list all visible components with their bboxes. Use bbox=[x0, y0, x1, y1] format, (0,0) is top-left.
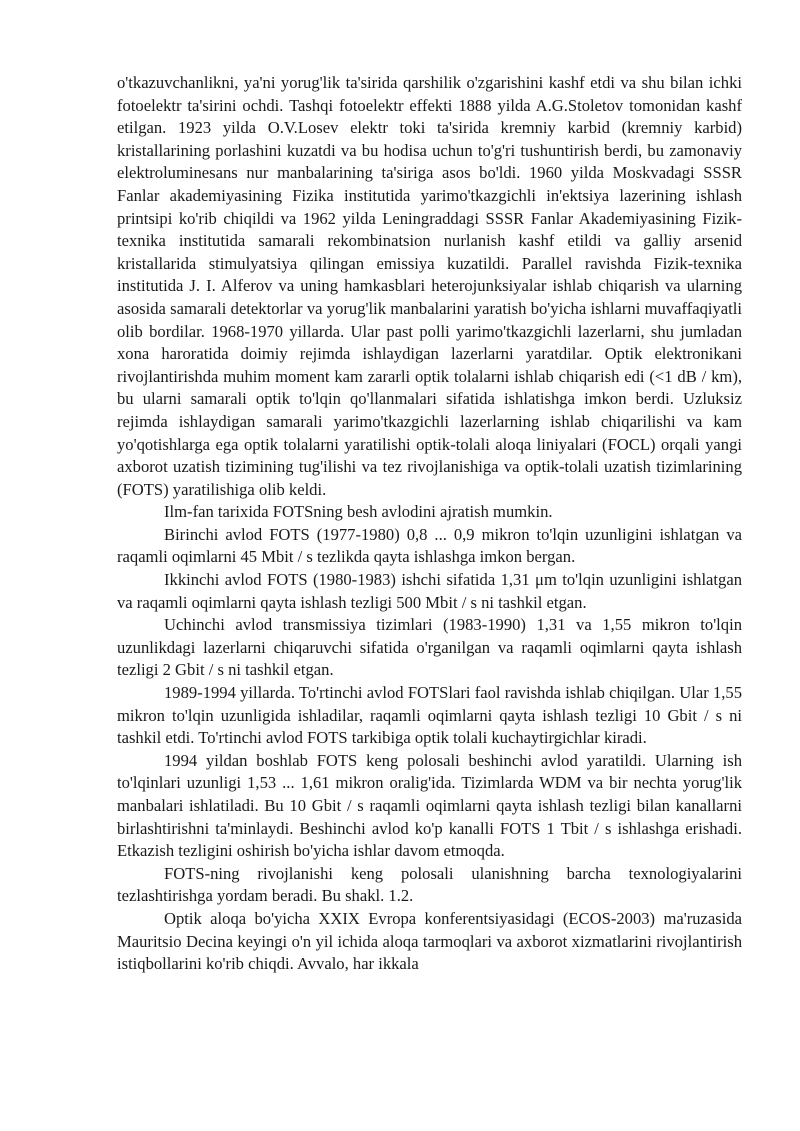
paragraph-fifth-generation: 1994 yildan boshlab FOTS keng polosali beshinchi avlod yaratildi. Ularning ish to'lqinlari uzunligi 1,53 ... 1,61 mikron oralig'ida. Tizimlarda WDM va bir nechta yorug'lik manbalari ishlatiladi. Bu 10 Gbit / s raqamli oqimlarni qayta ishlash tezligi bilan kanallarni birlashtirishni ta'minlaydi. Beshinchi avlod ko'p kanalli FOTS 1 Tbit / s ishlashga erishadi. Etkazish tezligini oshirish bo'yicha ishlar davom etmoqda. bbox=[117, 750, 742, 861]
paragraph-fots-development: FOTS-ning rivojlanishi keng polosali ulanishning barcha texnologiyalarini tezlashtirishga yordam beradi. Bu shakl. 1.2. bbox=[117, 863, 742, 906]
document-page bbox=[117, 72, 742, 976]
paragraph-fourth-generation: 1989-1994 yillarda. To'rtinchi avlod FOTSlari faol ravishda ishlab chiqilgan. Ular 1,55 mikron to'lqin uzunligida ishladilar, raqamli oqimlarni qayta ishlash tezligi 10 Gbit / s ni tashkil etdi. To'rtinchi avlod FOTS tarkibiga optik tolali kuchaytirgichlar kiradi. bbox=[117, 683, 742, 748]
paragraph-second-generation: Ikkinchi avlod FOTS (1980-1983) ishchi sifatida 1,31 μm to'lqin uzunligini ishlatgan va raqamli oqimlarni qayta ishlash tezligi 500 Mbit / s ni tashkil etgan. bbox=[117, 570, 742, 612]
paragraph-first-generation: Birinchi avlod FOTS (1977-1980) 0,8 ... 0,9 mikron to'lqin uzunligini ishlatgan va raqamli oqimlarni 45 Mbit / s tezlikda qayta ishlashga imkon bergan. bbox=[117, 524, 742, 567]
paragraph-history-intro: o'tkazuvchanlikni, ya'ni yorug'lik ta'sirida qarshilik o'zgarishini kashf etdi va shu bilan ichki fotoelektr ta'sirini ochdi. Tashqi fotoelektr effekti 1888 yilda A.G.Stoletov tomonidan kashf etilgan. 1923 yilda O.V.Losev elektr toki ta'sirida kremniy karbid (kremniy karbid) kristallarining porlashini kuzatdi va bu hodisa uchun to'g'ri tushuntirish berdi, bu zamonaviy elektroluminesans nur manbalarining ta'siriga asos bo'ldi. 1960 yilda Moskvadagi SSSR Fanlar akademiyasining Fizika institutida yarimo'tkazgichli in'ektsiya lazerining ishlash printsipi ko'rib chiqildi va 1962 yilda Leningraddagi SSSR Fanlar Akademiyasining Fizik-texnika institutida samarali rekombinatsion nurlanish kashf etildi va galliy arsenid kristallarida stimulyatsiya qilingan emissiya kuzatildi. Parallel ravishda Fizik-texnika institutida J. I. Alferov va uning hamkasblari heterojunksiyalar ishlab chiqarish va ularning asosida samarali detektorlar va yorug'lik manbalarini yaratish bo'yicha ishlarni muvaffaqiyatli olib bordilar. 1968-1970 yillarda. Ular past polli yarimo'tkazgichli lazerlarni, shu jumladan xona haroratida doimiy rejimda ishlaydigan lazerlarni yaratdilar. Optik elektronikani rivojlantirishda muhim moment kam zararli optik tolalarni ishlab chiqarish edi (<1 dB / km), bu ularni samarali optik to'lqin qo'llanmalari sifatida ishlatishga imkon berdi. Uzluksiz rejimda ishlaydigan samarali yarimo'tkazgichli lazerlarning ishlab chiqarilishi va kam yo'qotishlarga ega optik tolalarni yaratilishi optik-tolali aloqa liniyalari (FOCL) orqali yangi axborot uzatish tizimining tug'ilishi va tez rivojlanishiga va optik-tolali uzatish tizimlarining (FOTS) yaratilishiga olib keldi. bbox=[117, 73, 742, 499]
paragraph-five-generations: Ilm-fan tarixida FOTSning besh avlodini ajratish mumkin. bbox=[164, 502, 553, 522]
paragraph-ecoc-2003: Optik aloqa bo'yicha XXIX Evropa konferentsiyasidagi (ECOS-2003) ma'ruzasida Mauritsio Decina keyingi o'n yil ichida aloqa tarmoqlari va axborot xizmatlarini rivojlantirish istiqbollarini ko'rib chiqdi. Avvalo, har ikkala bbox=[117, 908, 742, 974]
paragraph-third-generation: Uchinchi avlod transmissiya tizimlari (1983-1990) 1,31 va 1,55 mikron to'lqin uzunlikdagi lazerlarni chiqaruvchi sifatida o'rganilgan va raqamli oqimlarni qayta ishlash tezligi 2 Gbit / s ni tashkil etgan. bbox=[117, 615, 742, 680]
